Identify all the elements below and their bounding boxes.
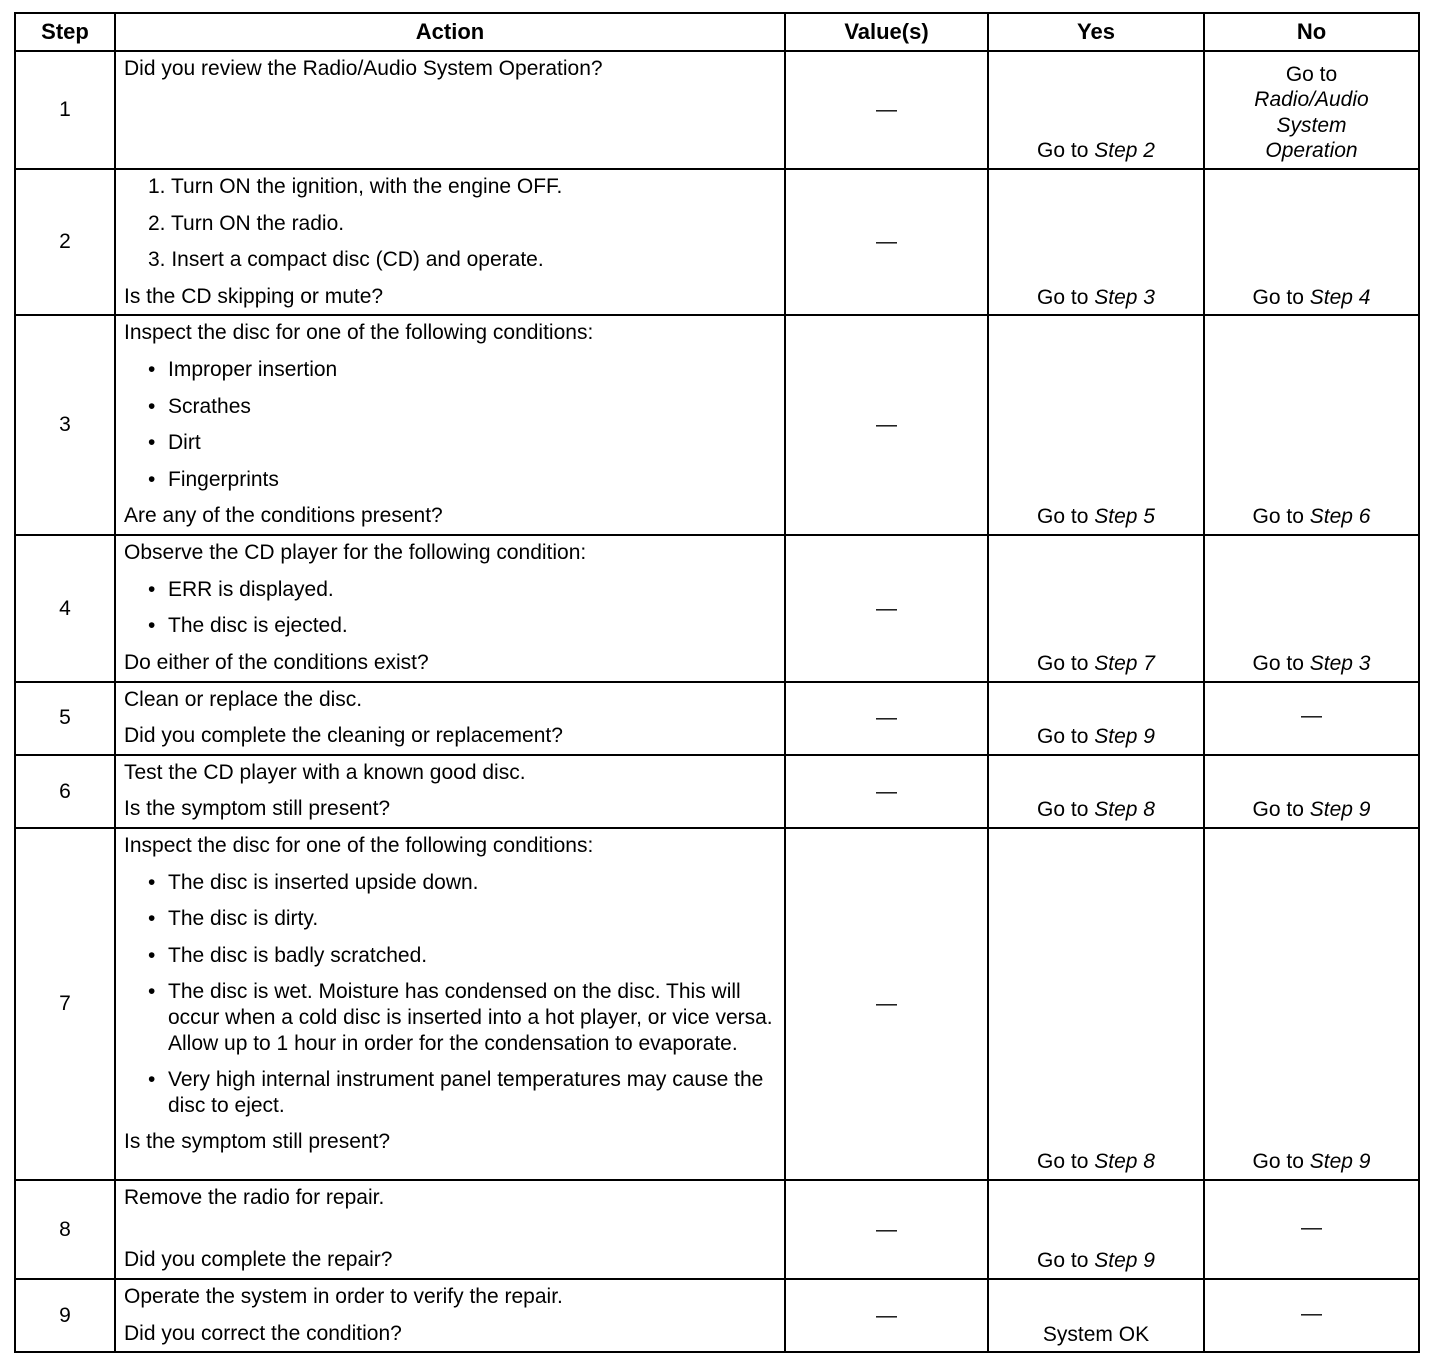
no-cell — [1204, 828, 1419, 1180]
no-cell — [1204, 315, 1419, 535]
goto-prefix: Go to — [1285, 62, 1338, 86]
bullet-item: • The disc is inserted upside down. — [148, 870, 479, 894]
goto-prefix: Go to — [1252, 651, 1304, 675]
bullet-icon: • — [148, 943, 156, 967]
bullet-icon: • — [148, 394, 156, 418]
table-row — [15, 51, 1419, 169]
goto-step: Step 8 — [1094, 1150, 1155, 1174]
action-question: Is the CD skipping or mute? — [124, 284, 384, 308]
action-intro: Observe the CD player for the following condition: — [124, 541, 587, 565]
action-question: Did you complete the cleaning or replacement? — [124, 724, 563, 748]
numbered-item: 3. Insert a compact disc (CD) and operate. — [148, 248, 544, 272]
no-cell: — — [1204, 1279, 1419, 1352]
header-values: Value(s) — [785, 13, 988, 51]
goto-step: Step 5 — [1094, 505, 1155, 529]
value-cell: — — [785, 1279, 988, 1352]
action-cell — [115, 828, 785, 1180]
goto-prefix: Go to — [1037, 1150, 1089, 1174]
bullet-icon: • — [148, 1068, 156, 1092]
yes-cell — [988, 828, 1204, 1180]
no-cell — [1204, 755, 1419, 828]
action-question: Do either of the conditions exist? — [124, 650, 429, 674]
action-cell — [115, 535, 785, 681]
step-number: 2 — [15, 169, 115, 315]
no-cell: — — [1204, 682, 1419, 755]
goto-step: Step 9 — [1094, 1249, 1155, 1273]
header-no: No — [1204, 13, 1419, 51]
bullet-item: • Fingerprints — [148, 467, 279, 491]
value-cell: — — [785, 682, 988, 755]
action-cell — [115, 682, 785, 755]
action-cell — [115, 169, 785, 315]
no-cell — [1204, 169, 1419, 315]
action-cell — [115, 1279, 785, 1352]
bullet-item: • Improper insertion — [148, 358, 338, 382]
bullet-icon: • — [148, 358, 156, 382]
action-text: Did you review the Radio/Audio System Operation? — [124, 57, 603, 80]
goto-prefix: Go to — [1037, 139, 1089, 163]
goto-step: Step 2 — [1094, 139, 1155, 163]
bullet-icon: • — [148, 907, 156, 931]
table-row — [15, 1180, 1419, 1279]
goto-prefix: Go to — [1037, 725, 1089, 749]
table-row — [15, 169, 1419, 315]
action-question: Are any of the conditions present? — [124, 504, 443, 528]
goto-prefix: Go to — [1037, 651, 1089, 675]
step-number: 1 — [15, 51, 115, 169]
no-cell — [1204, 535, 1419, 681]
value-cell: — — [785, 169, 988, 315]
numbered-item: 1. Turn ON the ignition, with the engine OFF. — [148, 175, 563, 198]
action-question: Is the symptom still present? — [124, 797, 391, 821]
yes-cell — [988, 755, 1204, 828]
table-row — [15, 535, 1419, 681]
goto-prefix: Go to — [1037, 798, 1089, 822]
goto-step: Step 8 — [1094, 798, 1155, 822]
step-number: 7 — [15, 828, 115, 1180]
table-row — [15, 828, 1419, 1180]
action-cell — [115, 755, 785, 828]
goto-prefix: Go to — [1252, 1150, 1304, 1174]
yes-cell — [988, 169, 1204, 315]
action-cell — [115, 51, 785, 169]
goto-prefix: Go to — [1252, 505, 1304, 529]
header-step: Step — [15, 13, 115, 51]
bullet-icon: • — [148, 870, 156, 894]
value-cell: — — [785, 1180, 988, 1279]
step-number: 3 — [15, 315, 115, 535]
goto-step: Step 6 — [1309, 505, 1371, 529]
bullet-icon: • — [148, 614, 156, 638]
action-question: Did you complete the repair? — [124, 1247, 393, 1271]
action-cell — [115, 315, 785, 535]
value-cell: — — [785, 535, 988, 681]
bullet-item: • Dirt — [148, 431, 201, 455]
header-action: Action — [115, 13, 785, 51]
action-intro: Inspect the disc for one of the following conditions: — [124, 321, 594, 345]
bullet-icon: • — [148, 980, 156, 1004]
table-row — [15, 1279, 1419, 1352]
action-intro: Inspect the disc for one of the following conditions: — [124, 833, 594, 857]
goto-prefix: Go to — [1037, 1249, 1089, 1273]
bullet-icon: • — [148, 431, 156, 455]
yes-cell — [988, 535, 1204, 681]
bullet-icon: • — [148, 577, 156, 601]
action-question: Did you correct the condition? — [124, 1321, 402, 1345]
goto-step: Step 3 — [1309, 651, 1371, 675]
goto-step: Step 3 — [1094, 285, 1155, 309]
step-number: 5 — [15, 682, 115, 755]
yes-cell — [988, 315, 1204, 535]
goto-step: Step 9 — [1309, 798, 1371, 822]
goto-prefix: Go to — [1037, 505, 1089, 529]
bullet-item: • The disc is dirty. — [148, 907, 319, 931]
goto-prefix: Go to — [1252, 798, 1304, 822]
table-row — [15, 315, 1419, 535]
goto-prefix: Go to — [1252, 285, 1304, 309]
no-cell — [1204, 51, 1419, 169]
goto-step: Step 9 — [1309, 1150, 1371, 1174]
action-question: Is the symptom still present? — [124, 1130, 391, 1154]
goto-step: Step 4 — [1309, 285, 1371, 309]
goto-step: Step 7 — [1094, 651, 1155, 675]
value-cell: — — [785, 51, 988, 169]
bullet-item: • ERR is displayed. — [148, 577, 334, 601]
bullet-icon: • — [148, 467, 156, 491]
action-intro: Clean or replace the disc. — [124, 687, 363, 711]
step-number: 8 — [15, 1180, 115, 1279]
action-intro: Remove the radio for repair. — [124, 1185, 385, 1209]
bullet-item: • The disc is badly scratched. — [148, 943, 428, 967]
step-number: 4 — [15, 535, 115, 681]
action-intro: Test the CD player with a known good disc. — [124, 760, 526, 784]
yes-cell — [988, 1180, 1204, 1279]
step-number: 9 — [15, 1279, 115, 1352]
bullet-item: • Very high internal instrument panel temperatures may cause the disc to eject. — [148, 1068, 764, 1117]
goto-prefix: Go to — [1037, 285, 1089, 309]
yes-cell — [988, 682, 1204, 755]
bullet-item: • The disc is wet. Moisture has condensed on the disc. This will occur when a cold disc is inserted into a hot player, or vice versa. Allow up to 1 hour in order for the condensation to evaporate. — [148, 980, 773, 1055]
header-row — [15, 13, 1419, 51]
numbered-item: 2. Turn ON the radio. — [148, 211, 345, 235]
goto-reference: Radio/Audio System Operation — [1254, 88, 1369, 163]
step-number: 6 — [15, 755, 115, 828]
diagnostic-table — [14, 12, 1420, 1353]
value-cell: — — [785, 755, 988, 828]
yes-cell: System OK — [988, 1279, 1204, 1352]
header-yes: Yes — [988, 13, 1204, 51]
bullet-item: • Scrathes — [148, 394, 251, 418]
table-row — [15, 682, 1419, 755]
value-cell: — — [785, 828, 988, 1180]
action-cell — [115, 1180, 785, 1279]
action-intro: Operate the system in order to verify the repair. — [124, 1284, 563, 1308]
yes-cell — [988, 51, 1204, 169]
goto-step: Step 9 — [1094, 725, 1155, 749]
table-row — [15, 755, 1419, 828]
no-cell: — — [1204, 1180, 1419, 1279]
bullet-item: • The disc is ejected. — [148, 614, 348, 638]
value-cell: — — [785, 315, 988, 535]
